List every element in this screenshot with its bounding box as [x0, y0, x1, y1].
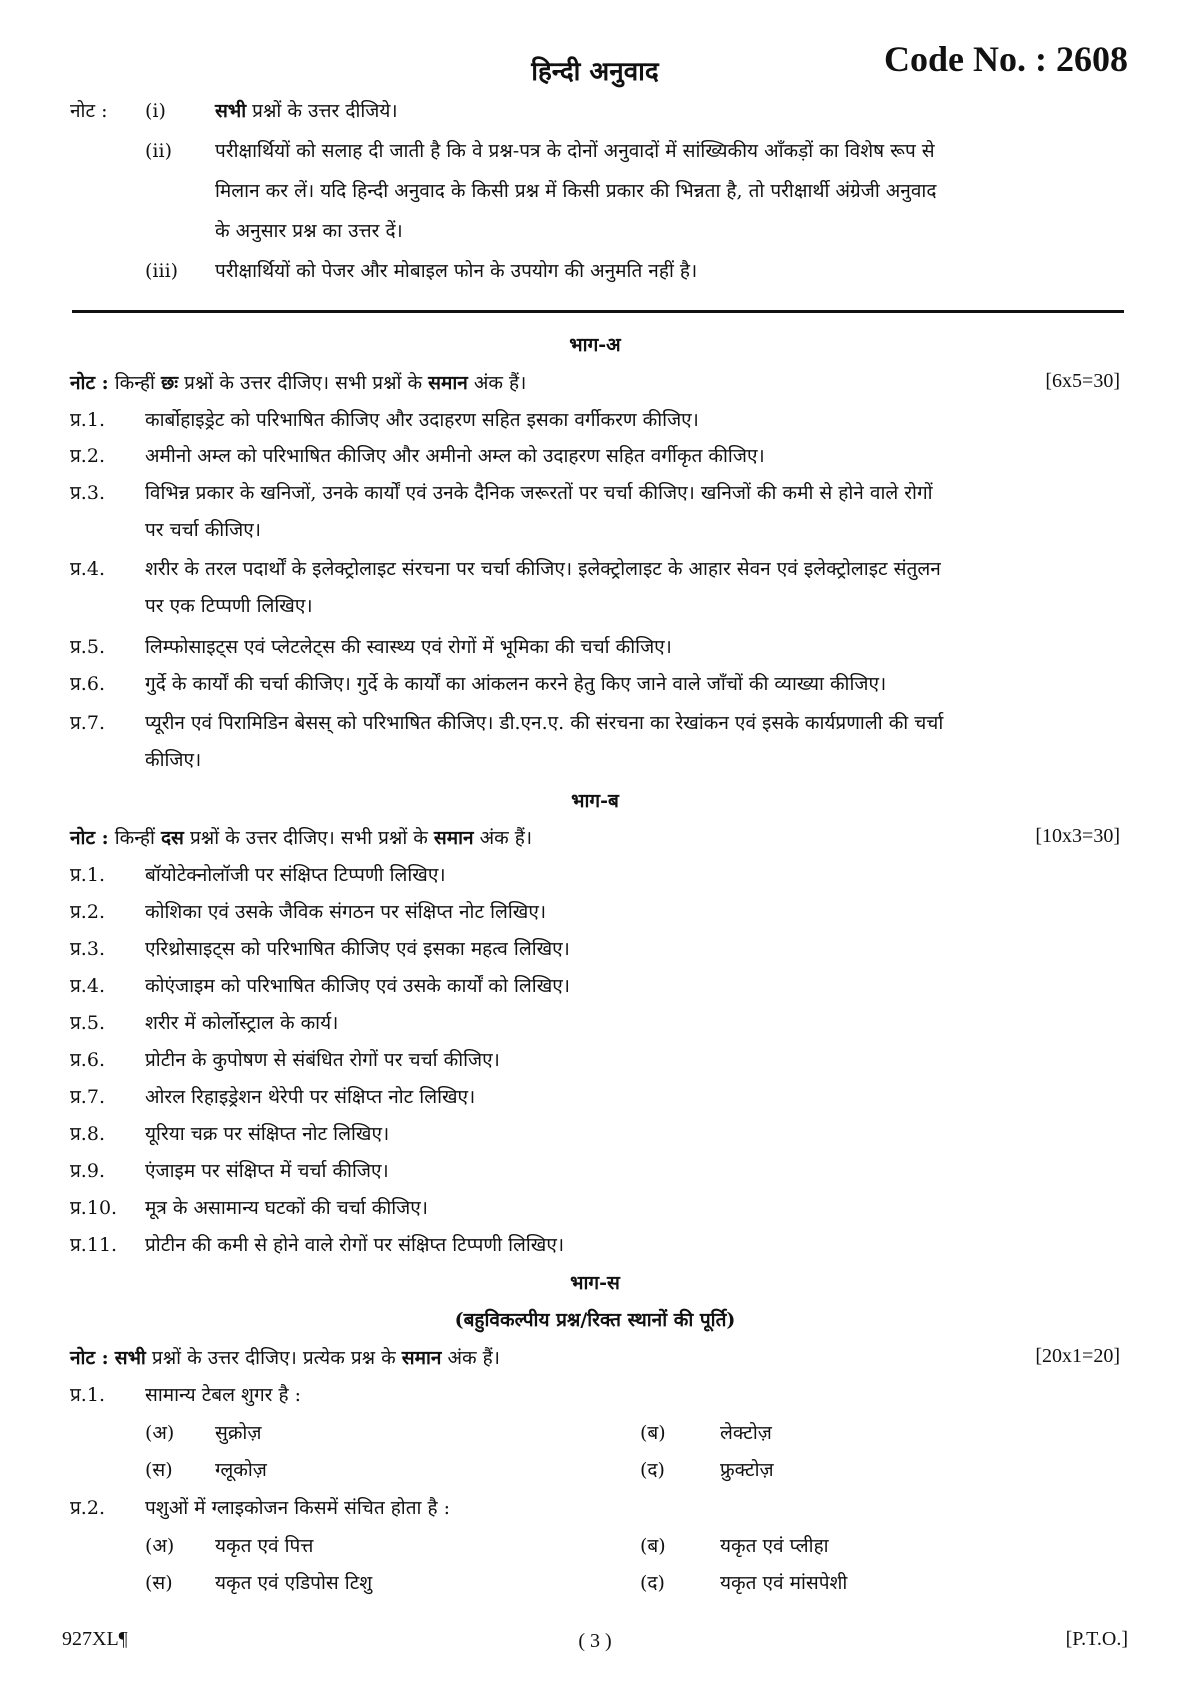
section-heading: भाग-स [570, 1272, 620, 1294]
question-text: कोएंजाइम को परिभाषित कीजिए एवं उसके कार्यों को लिखिए। [145, 975, 570, 997]
option-text: लेक्टोज़ [720, 1422, 772, 1444]
general-note-label: नोट : [70, 100, 108, 122]
note-text: मिलान कर लें। यदि हिन्दी अनुवाद के किसी प्रश्न में किसी प्रकार की भिन्नता है, तो परीक्षार्थी अंग्रेजी अनुवाद [215, 180, 937, 202]
option-text: यकृत एवं प्लीहा [720, 1535, 829, 1557]
question-text: पशुओं में ग्लाइकोजन किसमें संचित होता है : [145, 1497, 451, 1519]
note-text: परीक्षार्थियों को सलाह दी जाती है कि वे प्रश्न-पत्र के दोनों अनुवादों में सांख्यिकीय आँकड़ों का विशेष रूप से [215, 140, 935, 162]
question-number: प्र.7. [70, 712, 105, 734]
question-text: एरिथ्रोसाइट्स को परिभाषित कीजिए एवं इसका महत्व लिखिए। [145, 938, 570, 960]
question-number: प्र.7. [70, 1086, 105, 1108]
section-note: नोट : सभी प्रश्नों के उत्तर दीजिए। प्रत्येक प्रश्न के समान अंक हैं। [70, 1347, 500, 1369]
divider [72, 310, 1124, 313]
marks: [20x1=20] [1035, 1345, 1120, 1367]
pto-label: [P.T.O.] [1065, 1628, 1128, 1650]
question-text: शरीर में कोर्लोस्ट्राल के कार्य। [145, 1012, 339, 1034]
option-label: (अ) [145, 1535, 175, 1557]
question-text: यूरिया चक्र पर संक्षिप्त नोट लिखिए। [145, 1123, 390, 1145]
option-label: (स) [145, 1572, 173, 1594]
question-number: प्र.4. [70, 975, 105, 997]
note-text: परीक्षार्थियों को पेजर और मोबाइल फोन के उपयोग की अनुमति नहीं है। [215, 260, 698, 282]
question-text: ओरल रिहाइड्रेशन थेरेपी पर संक्षिप्त नोट लिखिए। [145, 1086, 476, 1108]
question-text: सामान्य टेबल शुगर है : [145, 1384, 302, 1406]
question-text: कार्बोहाइड्रेट को परिभाषित कीजिए और उदाहरण सहित इसका वर्गीकरण कीजिए। [145, 409, 699, 431]
question-number: प्र.4. [70, 558, 105, 580]
option-label: (ब) [640, 1422, 666, 1444]
option-label: (ब) [640, 1535, 666, 1557]
question-number: प्र.1. [70, 1384, 105, 1406]
question-text: प्रोटीन के कुपोषण से संबंधित रोगों पर चर्चा कीजिए। [145, 1049, 500, 1071]
question-text: मूत्र के असामान्य घटकों की चर्चा कीजिए। [145, 1197, 428, 1219]
page-number: ( 3 ) [578, 1630, 612, 1652]
question-text: विभिन्न प्रकार के खनिजों, उनके कार्यों एवं उनके दैनिक जरूरतों पर चर्चा कीजिए। खनिजों की कमी से होने वाले रोगों [145, 482, 933, 504]
option-label: (द) [640, 1572, 665, 1594]
question-text: कोशिका एवं उसके जैविक संगठन पर संक्षिप्त नोट लिखिए। [145, 901, 547, 923]
note-num: (ii) [145, 140, 172, 162]
question-number: प्र.2. [70, 901, 105, 923]
section-subheading: (बहुविकल्पीय प्रश्न/रिक्त स्थानों की पूर्ति) [454, 1309, 736, 1331]
option-label: (द) [640, 1459, 665, 1481]
question-text: पर चर्चा कीजिए। [145, 519, 261, 541]
option-label: (अ) [145, 1422, 175, 1444]
section-note: नोट : किन्हीं दस प्रश्नों के उत्तर दीजिए। सभी प्रश्नों के समान अंक हैं। [70, 827, 533, 849]
question-text: लिम्फोसाइट्स एवं प्लेटलेट्स की स्वास्थ्य एवं रोगों में भूमिका की चर्चा कीजिए। [145, 636, 672, 658]
question-text: प्यूरीन एवं पिरामिडिन बेसस् को परिभाषित कीजिए। डी.एन.ए. की संरचना का रेखांकन एवं इसके कार्यप्रणाली की चर्चा [145, 712, 944, 734]
option-text: यकृत एवं एडिपोस टिशु [215, 1572, 373, 1594]
question-text: प्रोटीन की कमी से होने वाले रोगों पर संक्षिप्त टिप्पणी लिखिए। [145, 1234, 565, 1256]
option-text: फ्रुक्टोज़ [720, 1459, 774, 1481]
section-note: नोट : किन्हीं छः प्रश्नों के उत्तर दीजिए। सभी प्रश्नों के समान अंक हैं। [70, 372, 527, 394]
option-label: (स) [145, 1459, 173, 1481]
question-text: शरीर के तरल पदार्थों के इलेक्ट्रोलाइट संरचना पर चर्चा कीजिए। इलेक्ट्रोलाइट के आहार सेवन एवं इलेक्ट्रोलाइट संतुलन [145, 558, 941, 580]
question-number: प्र.9. [70, 1160, 105, 1182]
marks: [10x3=30] [1035, 825, 1120, 847]
question-number: प्र.5. [70, 636, 105, 658]
question-text: एंजाइम पर संक्षिप्त में चर्चा कीजिए। [145, 1160, 389, 1182]
question-number: प्र.1. [70, 409, 105, 431]
page-title: हिन्दी अनुवाद [531, 57, 659, 87]
option-text: ग्लूकोज़ [215, 1459, 267, 1481]
question-text: बॉयोटेक्नोलॉजी पर संक्षिप्त टिप्पणी लिखिए। [145, 864, 446, 886]
question-number: प्र.8. [70, 1123, 105, 1145]
option-text: यकृत एवं पित्त [215, 1535, 314, 1557]
marks: [6x5=30] [1045, 370, 1120, 392]
note-num: (i) [145, 100, 166, 122]
question-number: प्र.3. [70, 938, 105, 960]
footer-code: 927XL¶ [62, 1628, 128, 1650]
question-number: प्र.6. [70, 1049, 105, 1071]
question-number: प्र.1. [70, 864, 105, 886]
question-number: प्र.11. [70, 1234, 118, 1256]
option-text: सुक्रोज़ [215, 1422, 262, 1444]
question-number: प्र.5. [70, 1012, 105, 1034]
question-number: प्र.2. [70, 1497, 105, 1519]
question-text: अमीनो अम्ल को परिभाषित कीजिए और अमीनो अम्ल को उदाहरण सहित वर्गीकृत कीजिए। [145, 445, 765, 467]
option-text: यकृत एवं मांसपेशी [720, 1572, 848, 1594]
question-number: प्र.6. [70, 673, 105, 695]
question-number: प्र.2. [70, 445, 105, 467]
note-text: के अनुसार प्रश्न का उत्तर दें। [215, 220, 403, 242]
code-number: Code No. : 2608 [884, 39, 1128, 79]
section-heading: भाग-ब [571, 790, 619, 812]
question-text: पर एक टिप्पणी लिखिए। [145, 595, 313, 617]
note-text: सभी प्रश्नों के उत्तर दीजिये। [215, 100, 398, 122]
note-num: (iii) [145, 260, 179, 282]
question-text: गुर्दे के कार्यों की चर्चा कीजिए। गुर्दे के कार्यों का आंकलन करने हेतु किए जाने वाले जाँचों की व्याख्या कीजिए। [145, 673, 887, 695]
question-number: प्र.3. [70, 482, 105, 504]
section-heading: भाग-अ [569, 334, 621, 356]
question-text: कीजिए। [145, 749, 202, 771]
question-number: प्र.10. [70, 1197, 118, 1219]
